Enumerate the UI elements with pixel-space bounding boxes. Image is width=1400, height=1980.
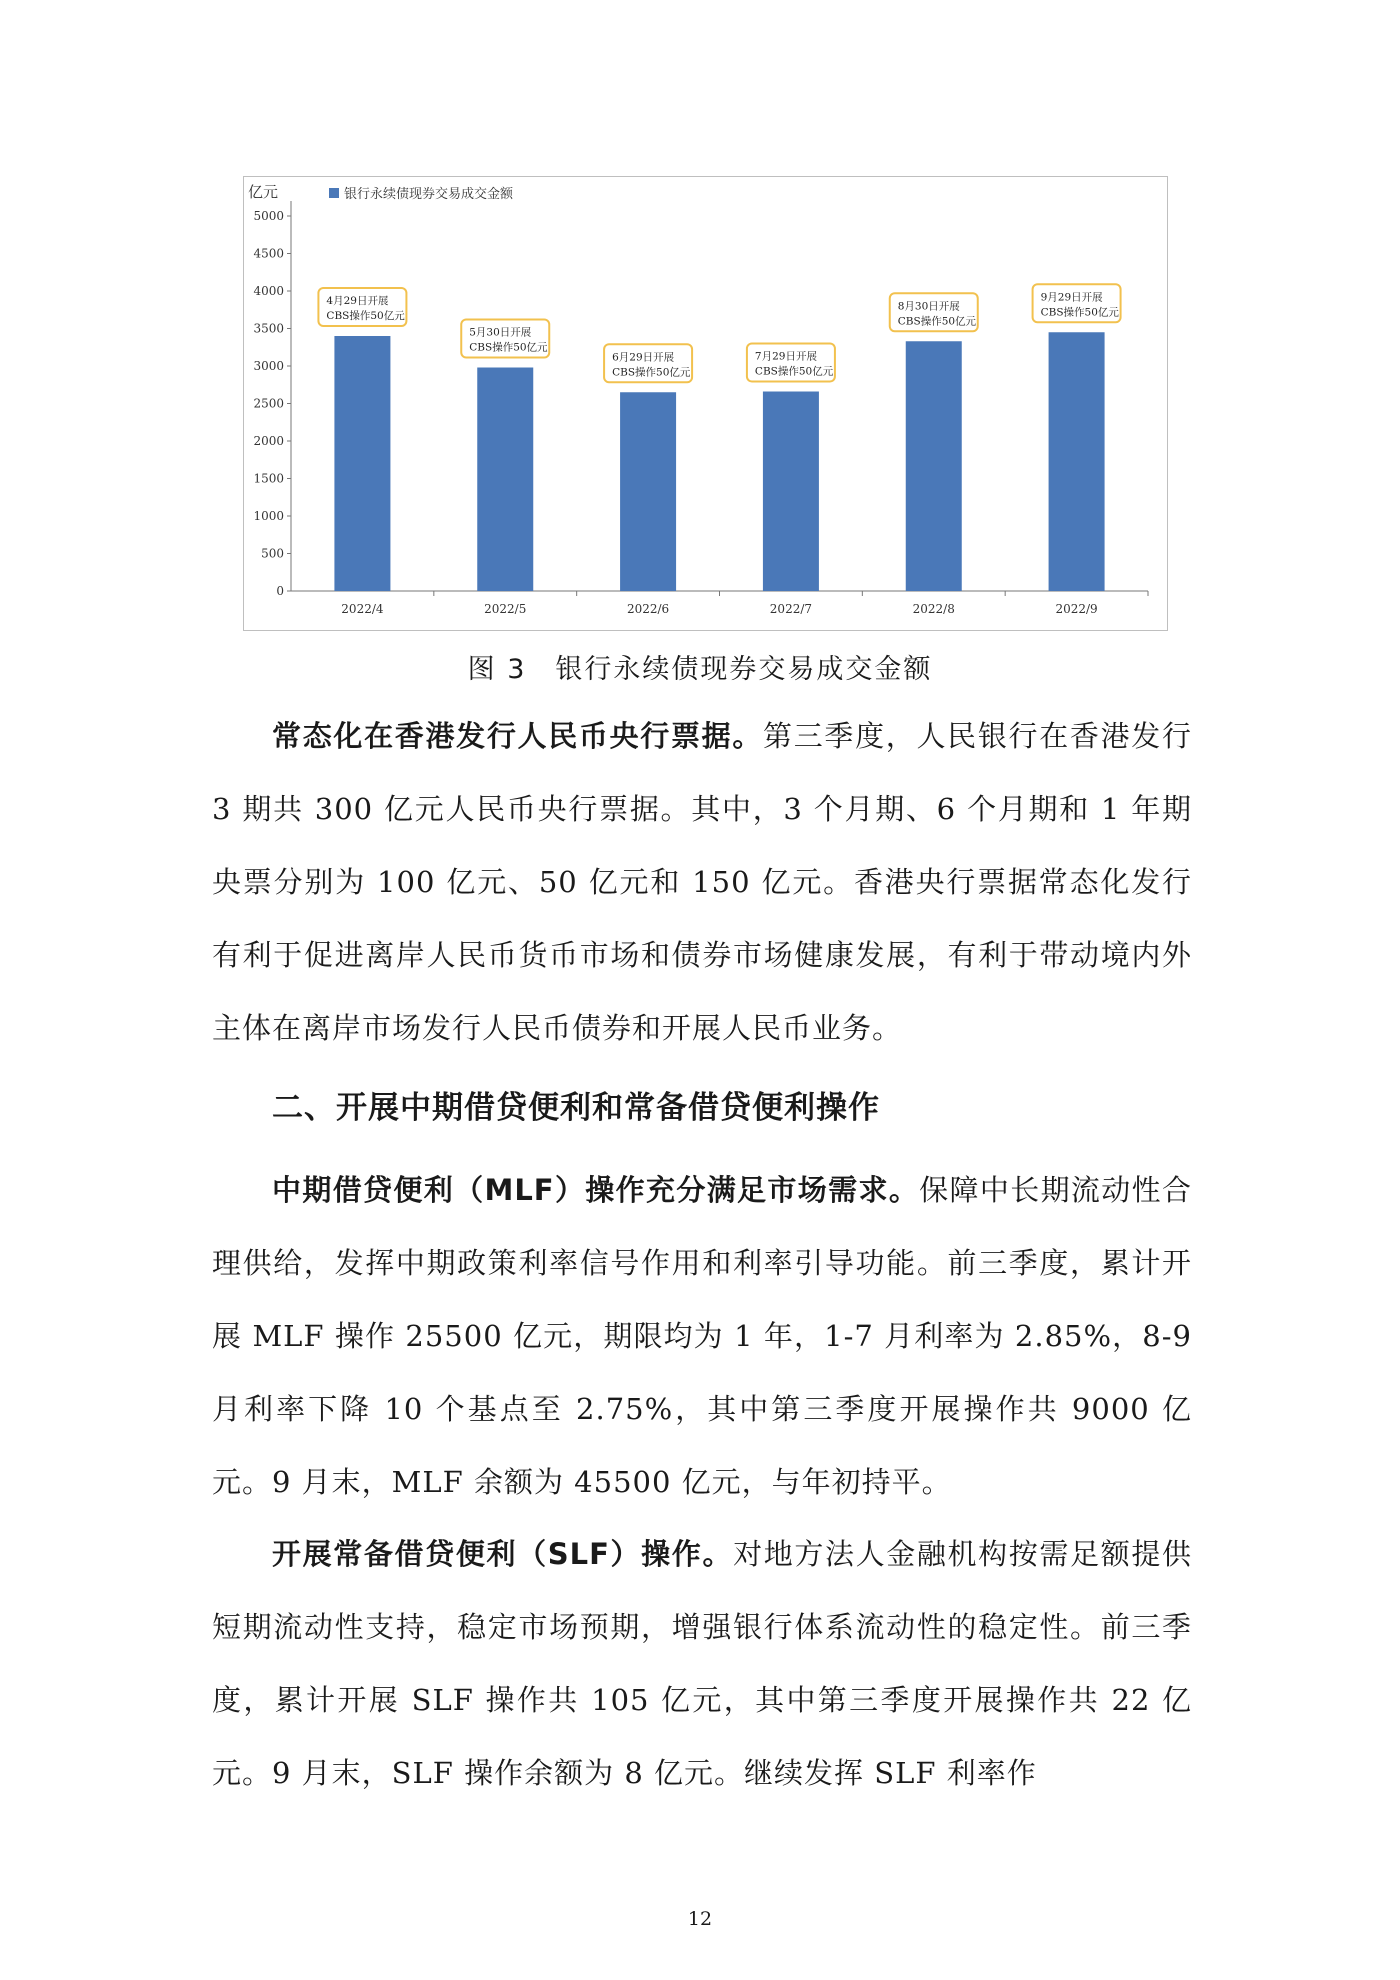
annotation-line-1: 8月30日开展	[897, 300, 960, 313]
paragraph-lead: 常态化在香港发行人民币央行票据。	[272, 719, 764, 753]
bar	[620, 392, 676, 591]
y-tick-label: 3500	[253, 321, 284, 336]
figure-caption: 图 3 银行永续债现券交易成交金额	[467, 654, 933, 685]
x-tick-label: 2022/7	[769, 602, 813, 616]
annotation-line-2: CBS操作50亿元	[469, 341, 548, 354]
annotation-line-2: CBS操作50亿元	[754, 365, 834, 378]
bar	[477, 368, 533, 592]
chart-svg	[243, 176, 1168, 631]
paragraph-slf	[212, 1518, 1192, 1810]
bar	[906, 341, 962, 591]
y-tick-label: 2000	[253, 434, 284, 448]
y-unit-label: 亿元	[248, 183, 279, 201]
annotation-line-1: 9月29日开展	[1040, 291, 1103, 304]
y-tick-label: 5000	[253, 209, 284, 223]
paragraph-lead: 开展常备借贷便利（SLF）操作。	[272, 1537, 734, 1571]
bar	[763, 392, 819, 592]
annotation-line-1: 6月29日开展	[612, 351, 675, 364]
y-tick-label: 500	[261, 546, 284, 561]
bar	[1049, 332, 1105, 591]
x-tick-label: 2022/4	[341, 602, 384, 616]
paragraph-lead: 中期借贷便利（MLF）操作充分满足市场需求。	[272, 1173, 920, 1207]
y-tick-label: 3000	[253, 359, 284, 373]
paragraph-mlf	[212, 1154, 1192, 1519]
y-tick-label: 4000	[253, 284, 284, 298]
annotation-line-2: CBS操作50亿元	[897, 315, 977, 328]
y-tick-label: 0	[276, 584, 284, 598]
annotation-line-2: CBS操作50亿元	[326, 310, 405, 322]
y-tick-label: 1000	[253, 509, 284, 523]
section-title: 二、开展中期借贷便利和常备借贷便利操作	[272, 1090, 880, 1126]
y-tick-label: 4500	[253, 246, 284, 261]
paragraph-body: 保障中长期流动性合理供给，发挥中期政策利率信号作用和利率引导功能。前三季度，累计开展 MLF 操作 25500 亿元，期限均为 1 年，1-7 月利率为 2.85%，8-9 月利率下降 10 个基点至 2.75%，其中第三季度开展操作共 9000 亿元。9 月末，MLF 余额为 45500 亿元，与年初持平。	[212, 1173, 1192, 1499]
bar-chart	[243, 176, 1168, 631]
paragraph-body: 第三季度，人民银行在香港发行 3 期共 300 亿元人民币央行票据。其中，3 个月期、6 个月期和 1 年期央票分别为 100 亿元、50 亿元和 150 亿元。香港央行票据常态化发行有利于促进离岸人民币货币市场和债券市场健康发展，有利于带动境内外主体在离岸市场发行人民币债券和开展人民币业务。	[212, 719, 1192, 1045]
x-tick-label: 2022/5	[484, 602, 527, 616]
annotation-line-1: 7月29日开展	[754, 350, 817, 363]
annotation-line-2: CBS操作50亿元	[612, 366, 691, 379]
legend-swatch	[329, 188, 339, 198]
annotation-line-1: 4月29日开展	[326, 295, 389, 307]
legend-label: 银行永续债现券交易成交金额	[344, 187, 514, 202]
annotation-line-1: 5月30日开展	[469, 326, 532, 339]
paragraph-hk-bills	[212, 700, 1192, 1065]
y-tick-label: 2500	[253, 396, 284, 411]
x-tick-label: 2022/8	[912, 602, 955, 616]
y-tick-label: 1500	[253, 471, 284, 486]
bar	[334, 336, 390, 591]
paragraph-body: 对地方法人金融机构按需足额提供短期流动性支持，稳定市场预期，增强银行体系流动性的稳定性。前三季度，累计开展 SLF 操作共 105 亿元，其中第三季度开展操作共 22 亿元。9 月末，SLF 操作余额为 8 亿元。继续发挥 SLF 利率作	[212, 1537, 1192, 1790]
page-number: 12	[687, 1908, 713, 1930]
x-tick-label: 2022/9	[1055, 602, 1098, 616]
annotation-line-2: CBS操作50亿元	[1040, 306, 1119, 319]
x-tick-label: 2022/6	[626, 602, 670, 616]
